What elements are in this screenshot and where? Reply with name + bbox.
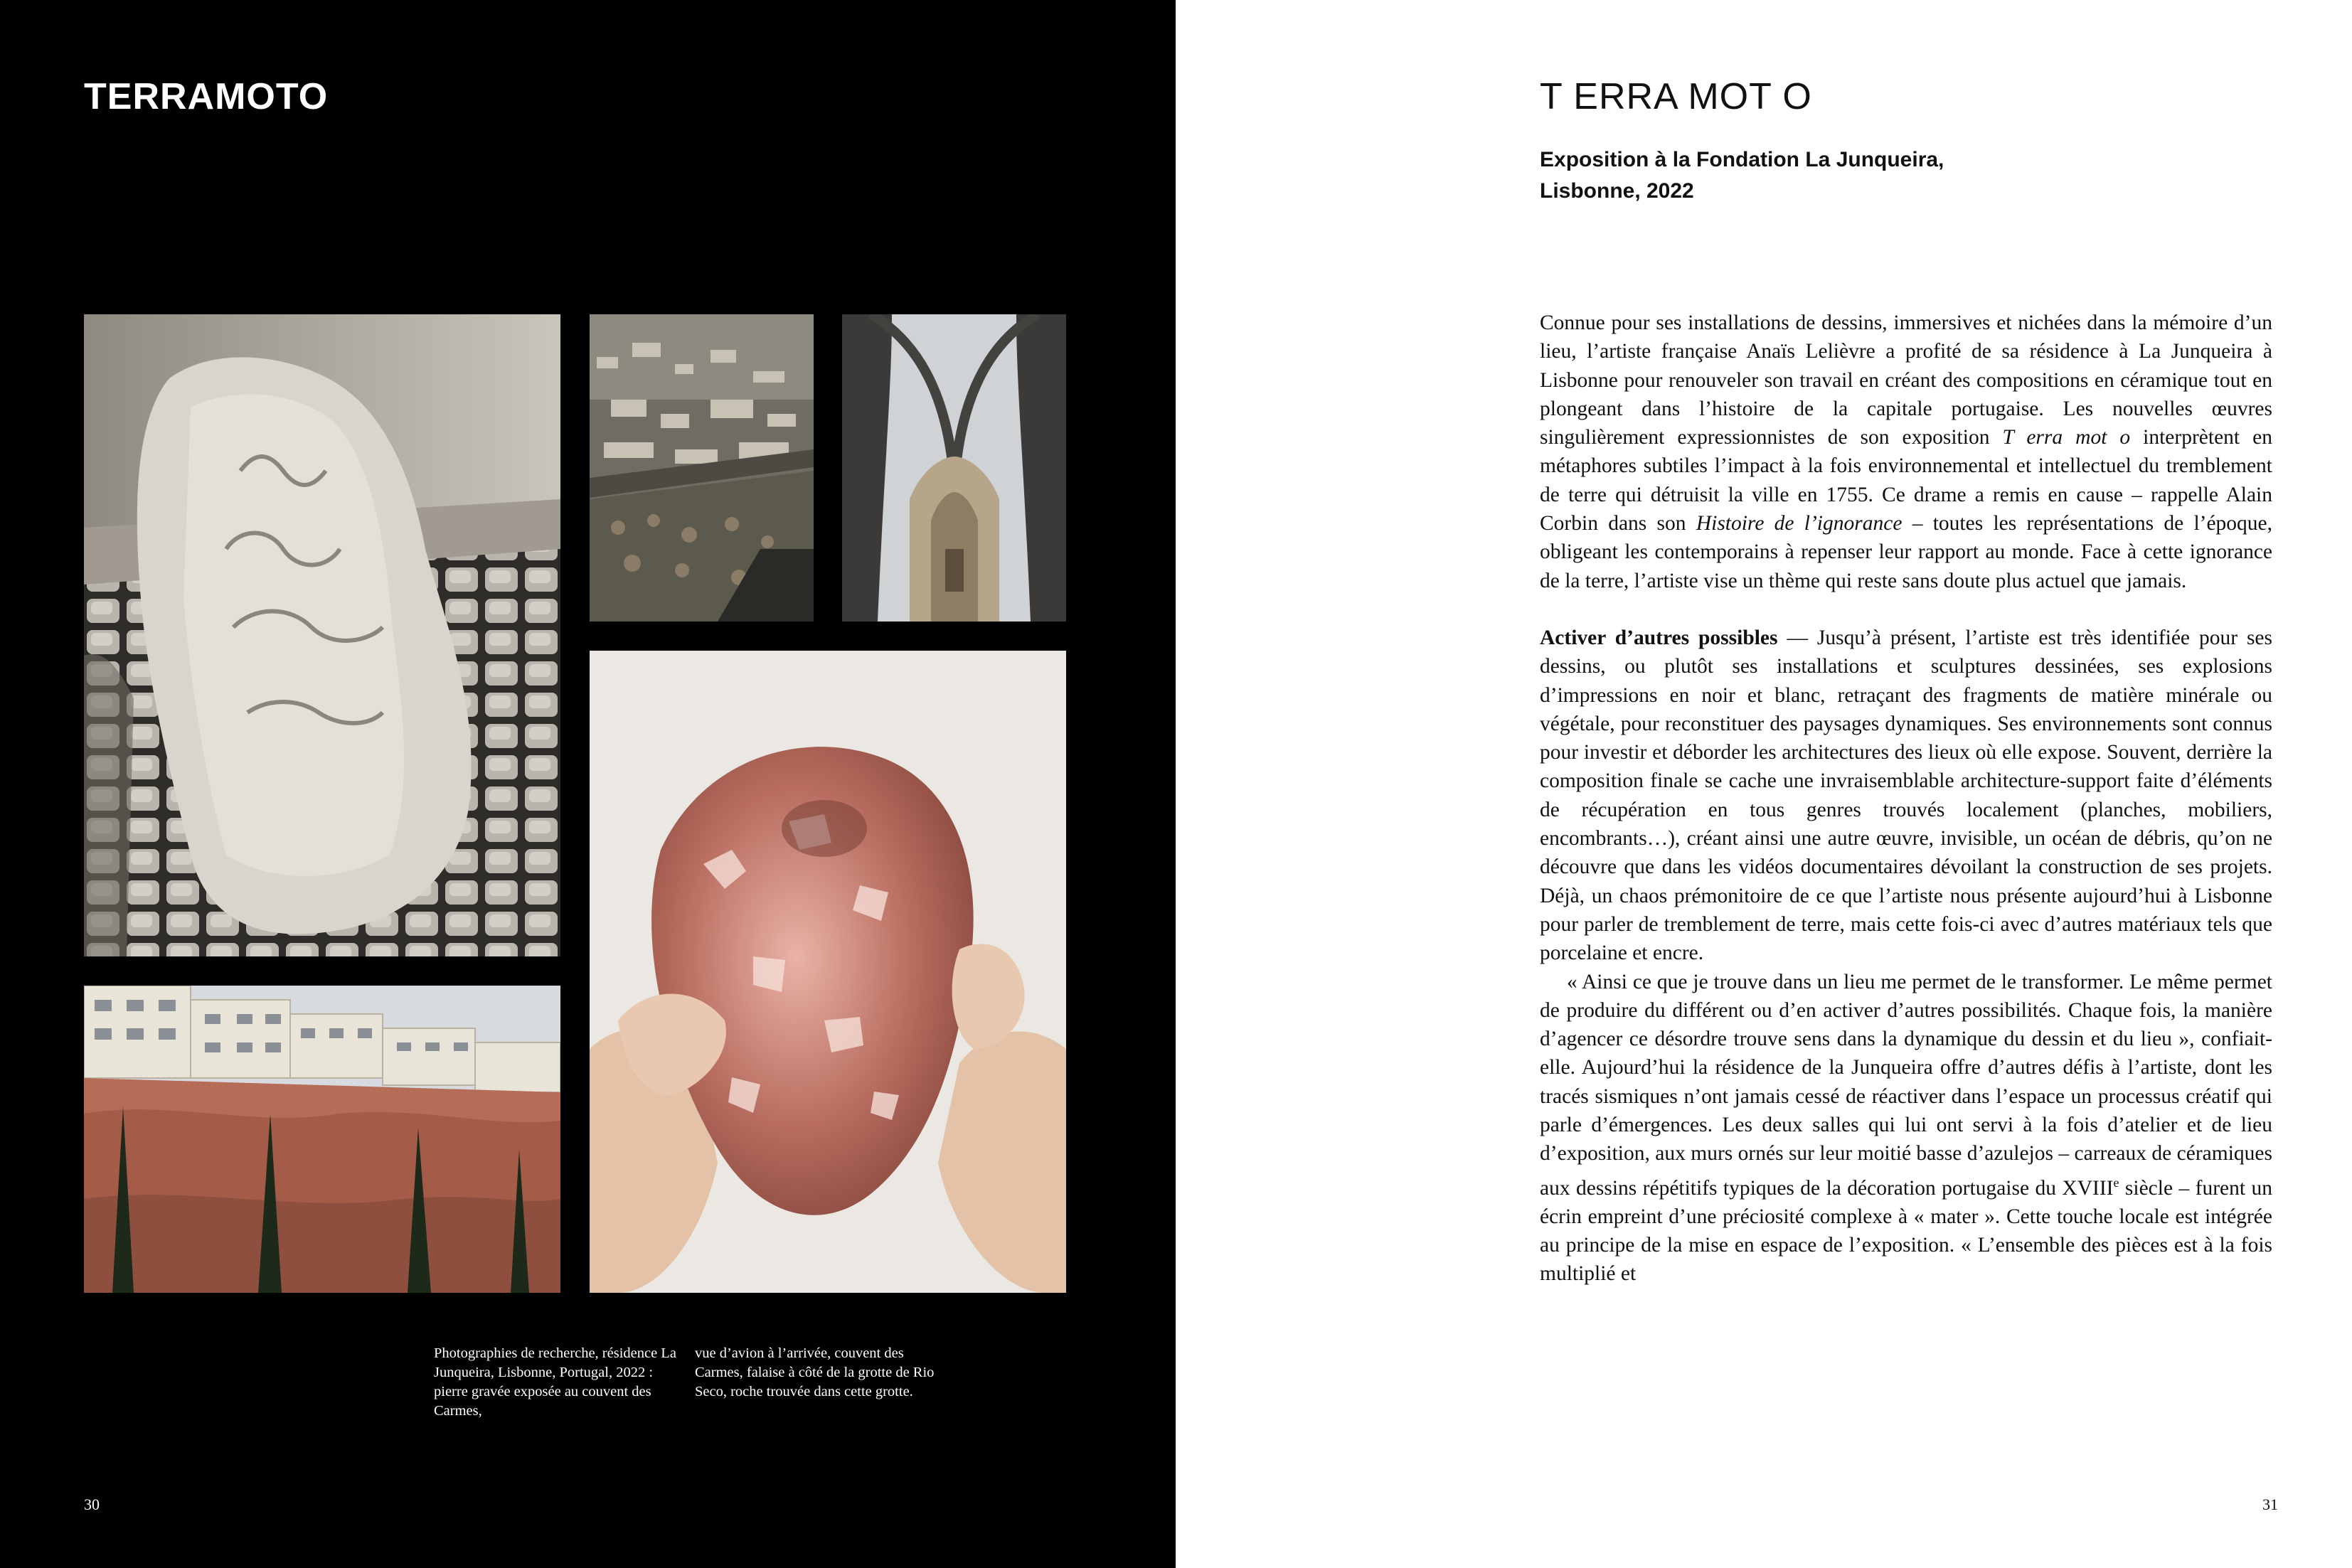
- book-title-italic: Histoire de l’ignorance: [1696, 512, 1903, 535]
- photo-caption-column-1: Photographies de recherche, résidence La Junqueira, Lisbonne, Portugal, 2022 : pierre gravée exposée au couvent des Carmes,: [434, 1345, 676, 1419]
- paragraph-quote-text-1: « Ainsi ce que je trouve dans un lieu me permet de le transformer. Le même permet de produire du différent ou d’en activer d’autres possibilités. Chaque fois, la manière d’agencer ce désordre trouve sens dans la dynamique du dessin et du lieu », confiait-elle. Aujourd’hui la résidence de la Junqueira offre d’autres défis à l’artiste, dont les tracés sismiques n’ont jamais cessé de réactiver dans l’espace un processus créatif qui parle d’émergences. Les deux salles qui lui ont servi à la fois d’atelier et de lieu d’exposition, aux murs ornés sur leur moitié basse d’azulejos – carreaux de céramiques aux dessins répétitifs typiques de la décoration portugaise du XVIII: [1540, 970, 2272, 1200]
- carmo-convent-ruins-photo: [842, 314, 1066, 622]
- paragraph-intro-text-2: interprètent en métaphores subtiles l’impact à la fois environnemental et intellectuel du tremblement de terre qui détruisit la ville en 1755. Ce drame a remis en cause – rappelle Alain Corbin dans son: [1540, 426, 2272, 535]
- paragraph-activer-text: — Jusqu’à présent, l’artiste est très identifiée pour ses dessins, ou plutôt ses installations et sculptures dessinées, ses explosions d’impressions en noir et blanc, retraçant des fragments de matière minérale ou végétale, pour reconstituer des paysages dynamiques. Ses environnements sont connus pour investir et déborder les architectures des lieux où elle expose. Souvent, derrière la composition finale se cache une invraisemblable architecture-support faite d’éléments de récupération en tous genres trouvés localement (planches, mobiliers, encombrants…), créant ainsi une autre œuvre, invisible, un océan de débris, qu’on ne découvre que dans les vidéos documentaires dévoilant la construction de ses projets. Déjà, un chaos prémonitoire de ce que l’artiste nous présente aujourd’hui à Lisbonne pour parler de tremblement de terre, mais cette fois-ci avec d’autres matériaux tels que porcelaine et encre.: [1540, 626, 2273, 965]
- paragraph-quote: [1540, 968, 2272, 1289]
- page-number-right: 31: [2262, 1495, 2278, 1513]
- article-body: [1540, 309, 2272, 1289]
- aerial-city-photo: [590, 314, 814, 622]
- exhibition-title-italic: T erra mot o: [2002, 426, 2131, 449]
- paragraph-intro: [1540, 309, 2272, 595]
- article-subtitle: [1540, 144, 2038, 207]
- section-title: TERRAMOTO: [84, 76, 329, 117]
- right-page: [1176, 0, 2352, 1568]
- hands-holding-rock-photo: [590, 651, 1066, 1293]
- article-title: T ERRA MOT O: [1540, 76, 1812, 117]
- section-heading-activer: Activer d’autres possibles: [1540, 626, 1778, 649]
- paragraph-quote-text-2: siècle – furent un écrin empreint d’une préciosité complexe à « mater ». Cette touche locale est intégrée au principe de la mise en espace de l’exposition. « L’ensemble des pièces est à la fois multiplié et: [1540, 1176, 2272, 1286]
- cliff-buildings-photo: [84, 986, 560, 1293]
- century-superscript: e: [2113, 1175, 2119, 1190]
- paragraph-intro-text-3: – toutes les représentations de l’époque, obligeant les contemporains à repenser leur rapport au monde. Face à cette ignorance de la terre, l’artiste vise un thème qui reste sans doute plus actuel que jamais.: [1540, 512, 2273, 592]
- photo-caption-column-2: vue d’avion à l’arrivée, couvent des Carmes, falaise à côté de la grotte de Rio Seco, roche trouvée dans cette grotte.: [695, 1345, 935, 1399]
- subtitle-line-1: Exposition à la Fondation La Junqueira,: [1540, 148, 1944, 171]
- engraved-stone-photo: [84, 314, 560, 956]
- page-number-left: 30: [84, 1495, 100, 1513]
- paragraph-intro-text-1: Connue pour ses installations de dessins, immersives et nichées dans la mémoire d’un lieu, l’artiste française Anaïs Lelièvre a profité de sa résidence à La Junqueira à Lisbonne pour renouveler son travail en créant des compositions en céramique tout en plongeant dans l’histoire de la capitale portugaise. Les nouvelles œuvres singulièrement expressionnistes de son exposition: [1540, 311, 2272, 449]
- paragraph-activer: [1540, 624, 2272, 968]
- subtitle-line-2: Lisbonne, 2022: [1540, 179, 1694, 203]
